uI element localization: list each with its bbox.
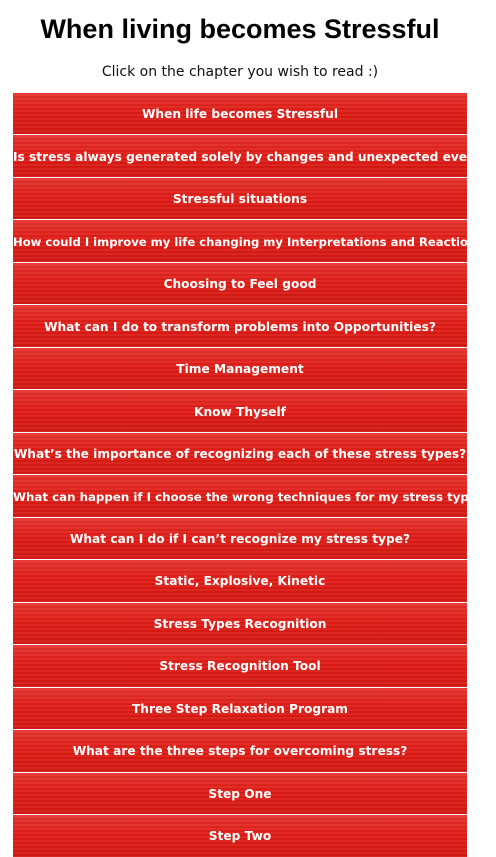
- chapter-item-label: Know Thyself: [194, 404, 286, 419]
- chapter-item-label: What can I do if I can’t recognize my stress type?: [69, 531, 411, 546]
- chapter-item-label: Step One: [208, 786, 272, 801]
- chapter-item[interactable]: [13, 560, 467, 601]
- chapter-item-label: Stress Recognition Tool: [159, 659, 321, 674]
- chapter-item-label: How could I improve my life changing my Interpretations and Reactions?: [13, 234, 490, 249]
- chapter-item[interactable]: [13, 730, 467, 771]
- chapter-item-label: What are the three steps for overcoming stress?: [72, 744, 408, 759]
- chapter-item[interactable]: [13, 645, 467, 686]
- chapter-item-label: What can happen if I choose the wrong techniques for my stress type?: [13, 489, 484, 504]
- chapter-item[interactable]: [13, 603, 467, 644]
- chapter-item-label: What can I do to transform problems into Opportunities?: [44, 319, 436, 334]
- chapter-item-label: What’s the importance of recognizing each of these stress types?: [13, 447, 467, 462]
- chapter-item[interactable]: [13, 93, 467, 134]
- chapter-item[interactable]: [13, 390, 467, 431]
- chapter-item-label: Stressful situations: [172, 192, 308, 207]
- chapter-item[interactable]: [13, 178, 467, 219]
- page-subtitle: Click on the chapter you wish to read :): [101, 64, 379, 80]
- chapter-item[interactable]: [13, 518, 467, 559]
- chapter-item[interactable]: [13, 263, 467, 304]
- chapter-item-label: Step Two: [208, 829, 272, 844]
- chapter-item[interactable]: [13, 773, 467, 814]
- chapter-item-label: Three Step Relaxation Program: [131, 701, 349, 716]
- chapter-item-label: When life becomes Stressful: [141, 107, 339, 122]
- chapter-item[interactable]: [13, 135, 496, 176]
- chapter-item-label: Static, Explosive, Kinetic: [154, 574, 326, 589]
- chapter-item[interactable]: [13, 433, 467, 474]
- chapter-item-label: Time Management: [176, 362, 304, 377]
- chapter-list[interactable]: [13, 93, 496, 844]
- chapter-item[interactable]: [13, 475, 484, 516]
- chapter-item-label: Is stress always generated solely by changes and unexpected events?: [13, 149, 496, 164]
- chapter-item-label: Choosing to Feel good: [163, 277, 317, 292]
- chapter-item[interactable]: [13, 305, 467, 346]
- chapter-item[interactable]: [13, 220, 490, 261]
- chapter-item[interactable]: [13, 348, 467, 389]
- page-title: When living becomes Stressful: [40, 14, 440, 44]
- chapter-item-label: Stress Types Recognition: [153, 616, 327, 631]
- chapter-item[interactable]: [13, 815, 467, 856]
- chapter-item[interactable]: [13, 688, 467, 729]
